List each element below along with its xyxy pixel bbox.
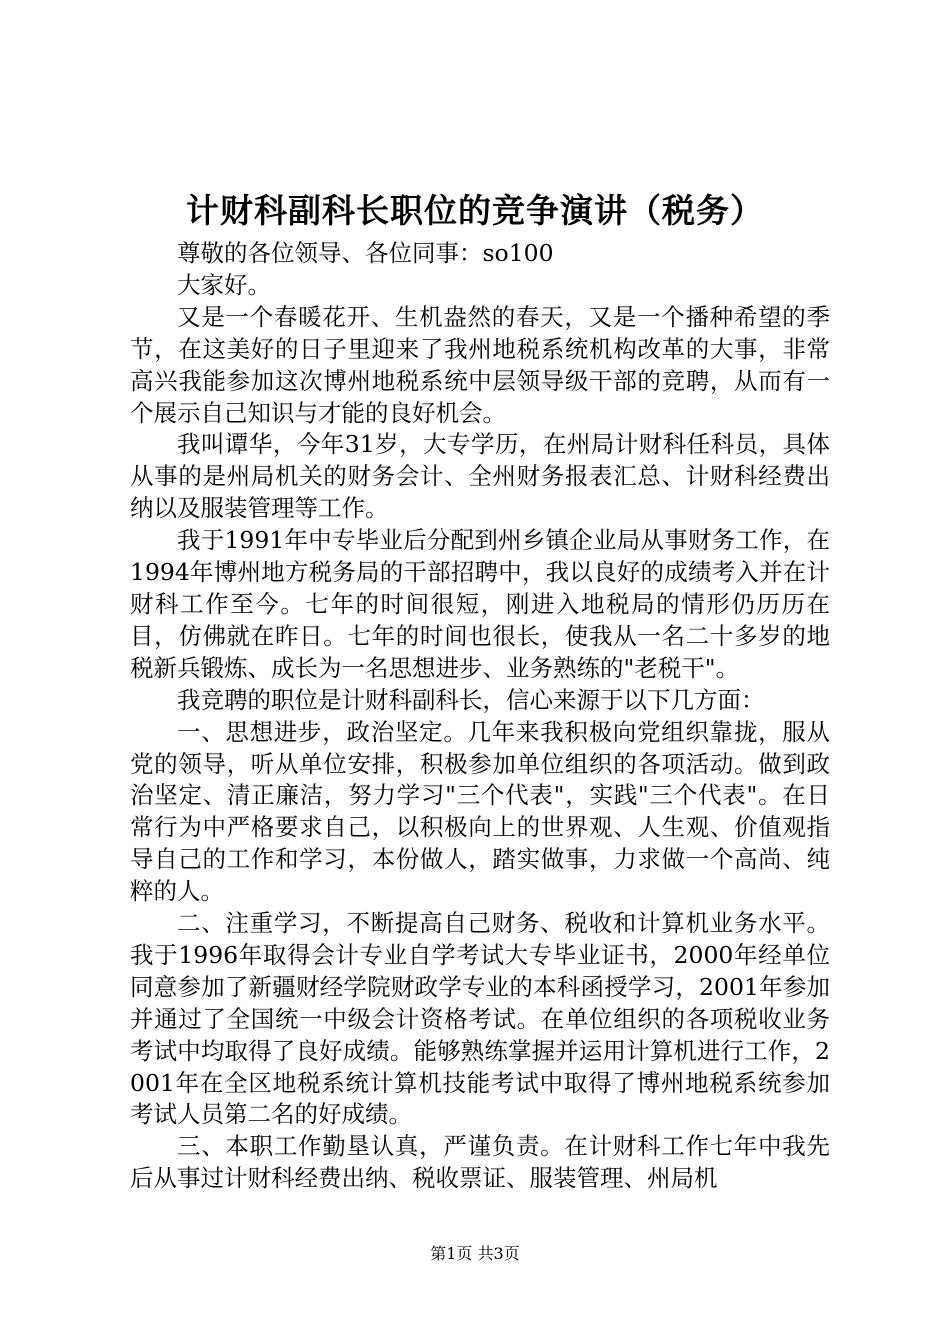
paragraph: 我于1991年中专毕业后分配到州乡镇企业局从事财务工作，在1994年博州地方税务局的干部招聘中，我以良好的成绩考入并在计财科工作至今。七年的时间很短，刚进入地税局的情形仍历历在目，仿佛就在昨日。七年的时间也很长，使我从一名二十多岁的地税新兵锻炼、成长为一名思想进步、业务熟练的"老税干"。 <box>130 526 830 682</box>
greeting: 大家好。 <box>177 270 271 299</box>
page-number-footer: 第1页 共3页 <box>430 1244 520 1263</box>
paragraph: 我竞聘的职位是计财科副科长，信心来源于以下几方面： <box>177 685 765 714</box>
document-title: 计财科副科长职位的竞争演讲（税务） <box>186 191 764 230</box>
paragraph: 我叫谭华，今年31岁，大专学历，在州局计财科任科员，具体从事的是州局机关的财务会计、全州财务报表汇总、计财科经费出纳以及服装管理等工作。 <box>130 430 830 523</box>
paragraph: 又是一个春暖花开、生机盎然的春天，又是一个播种希望的季节，在这美好的日子里迎来了我州地税系统机构改革的大事，非常高兴我能参加这次博州地税系统中层领导级干部的竞聘，从而有一个展示自己知识与才能的良好机会。 <box>130 302 830 427</box>
paragraph: 一、思想进步，政治坚定。几年来我积极向党组织靠拢，服从党的领导，听从单位安排，积极参加单位组织的各项活动。做到政治坚定、清正廉洁，努力学习"三个代表"，实践"三个代表"。在日常行为中严格要求自己，以积极向上的世界观、人生观、价值观指导自己的工作和学习，本份做人，踏实做事，力求做一个高尚、纯粹的人。 <box>130 717 830 906</box>
salutation: 尊敬的各位领导、各位同事：so100 <box>177 239 554 267</box>
paragraph: 三、本职工作勤垦认真，严谨负责。在计财科工作七年中我先后从事过计财科经费出纳、税收票证、服装管理、州局机 <box>130 1132 830 1193</box>
paragraph: 二、注重学习，不断提高自己财务、税收和计算机业务水平。我于1996年取得会计专业自学考试大专毕业证书，2000年经单位同意参加了新疆财经学院财政学专业的本科函授学习，2001年参加并通过了全国统一中级会计资格考试。在单位组织的各项税收业务考试中均取得了良好成绩。能够熟练掌握并运用计算机进行工作，2001年在全区地税系统计算机技能考试中取得了博州地税系统参加考试人员第二名的好成绩。 <box>130 909 830 1129</box>
document-body <box>130 238 830 1195</box>
